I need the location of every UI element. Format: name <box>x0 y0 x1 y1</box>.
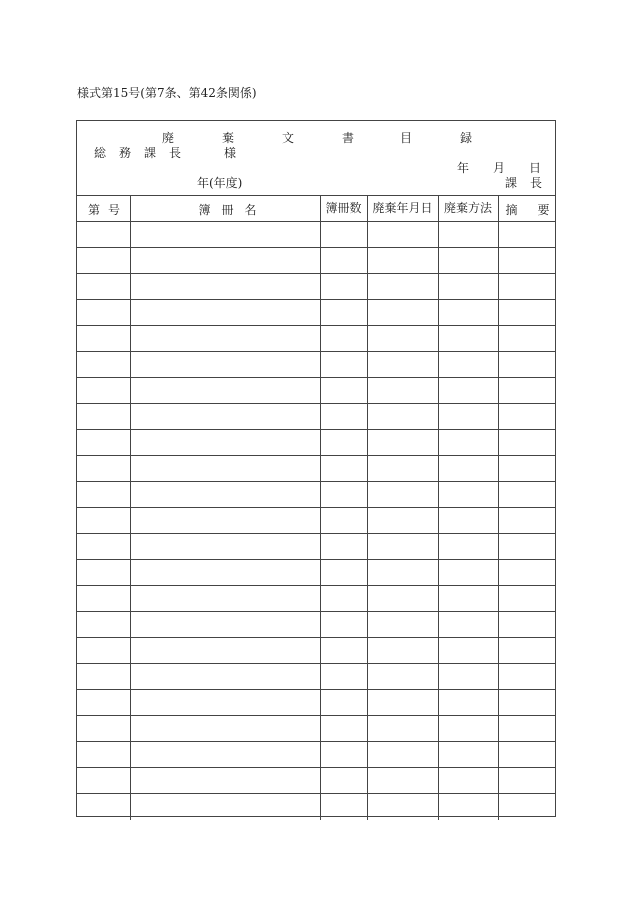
number-cell[interactable] <box>77 456 130 482</box>
volumes-cell[interactable] <box>320 612 367 638</box>
remarks-cell[interactable] <box>498 456 555 482</box>
table-row <box>77 638 555 664</box>
table-row <box>77 560 555 586</box>
disposal-method-cell[interactable] <box>438 430 498 456</box>
title-char: 棄 <box>222 131 235 145</box>
disposal-date-cell[interactable] <box>367 586 438 612</box>
disposal-method-cell[interactable] <box>438 794 498 820</box>
remarks-cell[interactable] <box>498 326 555 352</box>
table-row <box>77 456 555 482</box>
header-char: 第 <box>88 203 101 217</box>
disposal-method-cell[interactable] <box>438 768 498 794</box>
volumes-cell[interactable] <box>320 638 367 664</box>
disposal-method-cell[interactable] <box>438 586 498 612</box>
table-row <box>77 482 555 508</box>
disposal-date-cell[interactable] <box>367 508 438 534</box>
volumes-cell[interactable] <box>320 534 367 560</box>
addressee-char: 長 <box>169 146 182 160</box>
volumes-cell[interactable] <box>320 352 367 378</box>
title-cell[interactable] <box>130 430 320 456</box>
disposal-method-cell[interactable] <box>438 222 498 248</box>
col-header-disposal-method: 廃棄方法 <box>438 196 498 222</box>
volumes-cell[interactable] <box>320 794 367 820</box>
table-row <box>77 274 555 300</box>
table-row <box>77 534 555 560</box>
disposal-method-cell[interactable] <box>438 352 498 378</box>
table-row <box>77 326 555 352</box>
disposal-date-cell[interactable] <box>367 690 438 716</box>
disposal-date-cell[interactable] <box>367 716 438 742</box>
table-row <box>77 690 555 716</box>
disposal-date-cell[interactable] <box>367 742 438 768</box>
number-cell[interactable] <box>77 352 130 378</box>
disposal-date-cell[interactable] <box>367 248 438 274</box>
disposal-method-cell[interactable] <box>438 300 498 326</box>
disposal-date-cell[interactable] <box>367 560 438 586</box>
volumes-cell[interactable] <box>320 274 367 300</box>
table-row <box>77 222 555 248</box>
disposal-date-cell[interactable] <box>367 274 438 300</box>
disposal-date-cell[interactable] <box>367 534 438 560</box>
volumes-cell[interactable] <box>320 742 367 768</box>
number-cell[interactable] <box>77 430 130 456</box>
addressee-char: 課 <box>144 146 157 160</box>
number-cell[interactable] <box>77 404 130 430</box>
table-row <box>77 378 555 404</box>
table-header-row <box>77 196 555 222</box>
volumes-cell[interactable] <box>320 586 367 612</box>
number-cell[interactable] <box>77 508 130 534</box>
volumes-cell[interactable] <box>320 664 367 690</box>
volumes-cell[interactable] <box>320 456 367 482</box>
disposal-list-form <box>76 120 556 817</box>
header-char: 要 <box>537 203 550 217</box>
disposal-table <box>77 196 555 820</box>
title-cell[interactable] <box>130 456 320 482</box>
title-cell[interactable] <box>130 248 320 274</box>
col-header-remarks <box>498 196 555 222</box>
number-cell[interactable] <box>77 768 130 794</box>
disposal-method-cell[interactable] <box>438 690 498 716</box>
disposal-date-cell[interactable] <box>367 664 438 690</box>
number-cell[interactable] <box>77 482 130 508</box>
title-cell[interactable] <box>130 352 320 378</box>
table-row <box>77 586 555 612</box>
date-year-label: 年 <box>457 161 470 175</box>
number-cell[interactable] <box>77 664 130 690</box>
title-cell[interactable] <box>130 794 320 820</box>
disposal-method-cell[interactable] <box>438 742 498 768</box>
table-row <box>77 352 555 378</box>
disposal-date-cell[interactable] <box>367 768 438 794</box>
title-cell[interactable] <box>130 716 320 742</box>
disposal-method-cell[interactable] <box>438 664 498 690</box>
number-cell[interactable] <box>77 534 130 560</box>
volumes-cell[interactable] <box>320 482 367 508</box>
table-body <box>77 222 555 820</box>
remarks-cell[interactable] <box>498 560 555 586</box>
col-header-volumes: 簿冊数 <box>320 196 367 222</box>
chief-char: 課 <box>505 176 518 190</box>
remarks-cell[interactable] <box>498 248 555 274</box>
disposal-method-cell[interactable] <box>438 560 498 586</box>
remarks-cell[interactable] <box>498 534 555 560</box>
disposal-method-cell[interactable] <box>438 638 498 664</box>
volumes-cell[interactable] <box>320 430 367 456</box>
chief-char: 長 <box>530 176 543 190</box>
disposal-method-cell[interactable] <box>438 274 498 300</box>
title-cell[interactable] <box>130 560 320 586</box>
title-char: 録 <box>460 131 473 145</box>
title-char: 文 <box>282 131 295 145</box>
volumes-cell[interactable] <box>320 222 367 248</box>
col-header-disposal-date: 廃棄年月日 <box>367 196 438 222</box>
disposal-date-cell[interactable] <box>367 222 438 248</box>
col-header-title <box>130 196 320 222</box>
remarks-cell[interactable] <box>498 352 555 378</box>
volumes-cell[interactable] <box>320 326 367 352</box>
remarks-cell[interactable] <box>498 742 555 768</box>
col-header-number <box>77 196 130 222</box>
disposal-method-cell[interactable] <box>438 456 498 482</box>
volumes-cell[interactable] <box>320 716 367 742</box>
disposal-date-cell[interactable] <box>367 326 438 352</box>
title-cell[interactable] <box>130 300 320 326</box>
form-number: 様式第15号(第7条、第42条関係) <box>77 86 257 100</box>
title-char: 目 <box>400 131 413 145</box>
disposal-date-cell[interactable] <box>367 378 438 404</box>
disposal-method-cell[interactable] <box>438 326 498 352</box>
disposal-date-cell[interactable] <box>367 638 438 664</box>
fiscal-year-label: 年(年度) <box>197 176 243 190</box>
remarks-cell[interactable] <box>498 664 555 690</box>
table-row <box>77 716 555 742</box>
date-day-label: 日 <box>529 161 542 175</box>
disposal-method-cell[interactable] <box>438 508 498 534</box>
table-row <box>77 404 555 430</box>
disposal-date-cell[interactable] <box>367 612 438 638</box>
remarks-cell[interactable] <box>498 404 555 430</box>
number-cell[interactable] <box>77 222 130 248</box>
disposal-method-cell[interactable] <box>438 534 498 560</box>
disposal-method-cell[interactable] <box>438 612 498 638</box>
table-row <box>77 300 555 326</box>
title-cell[interactable] <box>130 534 320 560</box>
disposal-date-cell[interactable] <box>367 482 438 508</box>
remarks-cell[interactable] <box>498 586 555 612</box>
title-cell[interactable] <box>130 586 320 612</box>
title-cell[interactable] <box>130 378 320 404</box>
disposal-method-cell[interactable] <box>438 404 498 430</box>
number-cell[interactable] <box>77 794 130 820</box>
disposal-method-cell[interactable] <box>438 248 498 274</box>
table-row <box>77 768 555 794</box>
number-cell[interactable] <box>77 326 130 352</box>
volumes-cell[interactable] <box>320 768 367 794</box>
number-cell[interactable] <box>77 742 130 768</box>
volumes-cell[interactable] <box>320 404 367 430</box>
table-row <box>77 794 555 820</box>
table-row <box>77 742 555 768</box>
remarks-cell[interactable] <box>498 716 555 742</box>
volumes-cell[interactable] <box>320 508 367 534</box>
disposal-method-cell[interactable] <box>438 378 498 404</box>
number-cell[interactable] <box>77 690 130 716</box>
volumes-cell[interactable] <box>320 300 367 326</box>
title-cell[interactable] <box>130 508 320 534</box>
title-cell[interactable] <box>130 482 320 508</box>
title-cell[interactable] <box>130 612 320 638</box>
number-cell[interactable] <box>77 716 130 742</box>
disposal-date-cell[interactable] <box>367 430 438 456</box>
number-cell[interactable] <box>77 274 130 300</box>
title-cell[interactable] <box>130 274 320 300</box>
honorific: 様 <box>224 146 237 160</box>
title-cell[interactable] <box>130 326 320 352</box>
disposal-method-cell[interactable] <box>438 482 498 508</box>
remarks-cell[interactable] <box>498 430 555 456</box>
table-row <box>77 612 555 638</box>
title-cell[interactable] <box>130 638 320 664</box>
remarks-cell[interactable] <box>498 794 555 820</box>
number-cell[interactable] <box>77 612 130 638</box>
number-cell[interactable] <box>77 586 130 612</box>
addressee-char: 総 <box>94 146 107 160</box>
header-char: 名 <box>244 203 257 217</box>
header-char: 冊 <box>221 203 234 217</box>
title-char: 廃 <box>162 131 175 145</box>
volumes-cell[interactable] <box>320 248 367 274</box>
addressee-char: 務 <box>119 146 132 160</box>
table-row <box>77 248 555 274</box>
header-char: 摘 <box>505 203 518 217</box>
remarks-cell[interactable] <box>498 482 555 508</box>
disposal-date-cell[interactable] <box>367 300 438 326</box>
title-cell[interactable] <box>130 664 320 690</box>
disposal-date-cell[interactable] <box>367 456 438 482</box>
number-cell[interactable] <box>77 638 130 664</box>
volumes-cell[interactable] <box>320 690 367 716</box>
table-row <box>77 430 555 456</box>
disposal-method-cell[interactable] <box>438 716 498 742</box>
remarks-cell[interactable] <box>498 300 555 326</box>
title-cell[interactable] <box>130 404 320 430</box>
title-cell[interactable] <box>130 222 320 248</box>
number-cell[interactable] <box>77 300 130 326</box>
remarks-cell[interactable] <box>498 222 555 248</box>
number-cell[interactable] <box>77 248 130 274</box>
remarks-cell[interactable] <box>498 638 555 664</box>
title-cell[interactable] <box>130 742 320 768</box>
title-cell[interactable] <box>130 768 320 794</box>
remarks-cell[interactable] <box>498 768 555 794</box>
date-month-label: 月 <box>493 161 506 175</box>
remarks-cell[interactable] <box>498 690 555 716</box>
disposal-date-cell[interactable] <box>367 352 438 378</box>
form-header <box>77 121 555 196</box>
remarks-cell[interactable] <box>498 274 555 300</box>
number-cell[interactable] <box>77 378 130 404</box>
remarks-cell[interactable] <box>498 612 555 638</box>
remarks-cell[interactable] <box>498 378 555 404</box>
disposal-date-cell[interactable] <box>367 794 438 820</box>
volumes-cell[interactable] <box>320 560 367 586</box>
disposal-date-cell[interactable] <box>367 404 438 430</box>
volumes-cell[interactable] <box>320 378 367 404</box>
header-char: 号 <box>108 203 121 217</box>
table-row <box>77 664 555 690</box>
number-cell[interactable] <box>77 560 130 586</box>
title-char: 書 <box>342 131 355 145</box>
header-char: 簿 <box>198 203 211 217</box>
title-cell[interactable] <box>130 690 320 716</box>
table-row <box>77 508 555 534</box>
remarks-cell[interactable] <box>498 508 555 534</box>
